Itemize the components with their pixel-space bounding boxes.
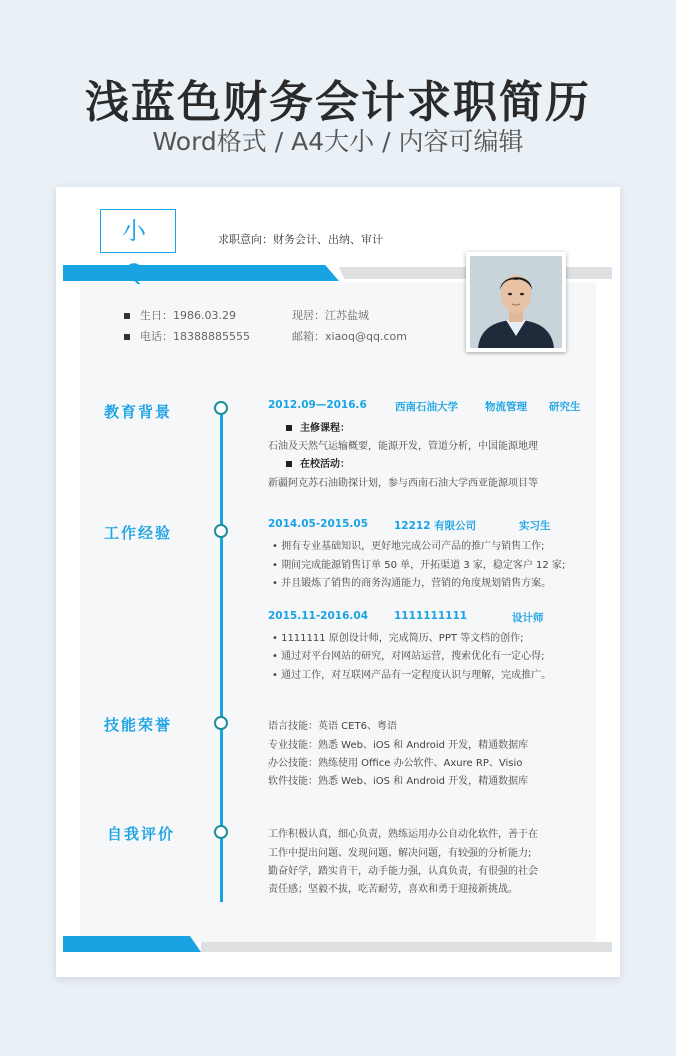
footer-accent-bar: [63, 936, 201, 952]
job-bullet: • 通过工作，对互联网产品有一定程度认识与理解，完成推广。: [272, 670, 552, 681]
resume-page: [56, 187, 620, 977]
job-role: 设计师: [512, 612, 544, 624]
courses-label-text: 主修课程：: [300, 423, 350, 434]
section-title-work: 工作经验: [104, 524, 173, 542]
email-text: 邮箱：xiaoq@qq.com: [292, 330, 407, 343]
section-title-skills: 技能荣誉: [104, 716, 173, 734]
skill-line: 语言技能：英语 CET6、粤语: [268, 721, 397, 732]
phone-text: 电话：18388885555: [140, 330, 250, 343]
timeline-dot-icon: [214, 401, 228, 415]
education-major: 物流管理: [485, 401, 527, 413]
banner-subtitle: Word格式 / A4大小 / 内容可编辑: [152, 127, 524, 156]
job-bullet: • 拥有专业基础知识，更好地完成公司产品的推广与销售工作;: [272, 541, 545, 552]
job-bullet: • 并且锻炼了销售的商务沟通能力，营销的角度规划销售方案。: [272, 578, 552, 589]
skill-line: 办公技能：熟练使用 Office 办公软件、Axure RP、Visio: [268, 758, 523, 769]
job-bullet: • 1111111 原创设计师，完成简历、PPT 等文档的创作;: [272, 633, 524, 644]
info-birth: [124, 307, 236, 323]
job-bullet: • 通过对平台网站的研究，对网站运营，搜索优化有一定心得;: [272, 651, 545, 662]
activities-label: [286, 455, 350, 470]
resume-name: 小: [100, 209, 176, 253]
skill-line: 软件技能：熟悉 Web、iOS 和 Android 开发，精通数据库: [268, 776, 529, 787]
timeline-dot-icon: [214, 825, 228, 839]
bullet-square-icon: [124, 313, 130, 319]
job-company: 1111111111: [394, 610, 468, 622]
self-line: 工作积极认真，细心负责，熟练运用办公自动化软件，善于在: [268, 829, 538, 840]
info-residence: [292, 307, 369, 323]
section-title-education: 教育背景: [104, 403, 173, 421]
timeline-dot-icon: [214, 716, 228, 730]
residence-text: 现居：江苏盐城: [292, 309, 369, 322]
header-accent-bar: [63, 265, 339, 281]
footer-gray-bar: [201, 942, 612, 952]
courses-label: [286, 419, 350, 434]
education-school: 西南石油大学: [395, 401, 458, 413]
self-line: 责任感；坚毅不拔，吃苦耐劳，喜欢和勇于迎接新挑战。: [268, 884, 518, 895]
education-period: 2012.09—2016.6: [268, 399, 367, 411]
bullet-square-icon: [124, 334, 130, 340]
job-role: 实习生: [519, 520, 551, 532]
section-title-self: 自我评价: [107, 825, 176, 843]
job-period: 2014.05-2015.05: [268, 518, 369, 530]
education-degree: 研究生: [549, 401, 581, 413]
timeline-dot-icon: [214, 524, 228, 538]
job-bullet: • 期间完成能源销售订单 50 单，开拓渠道 3 家，稳定客户 12 家;: [272, 560, 566, 571]
skill-line: 专业技能：熟悉 Web、iOS 和 Android 开发，精通数据库: [268, 740, 529, 751]
activities-label-text: 在校活动：: [300, 459, 350, 470]
birth-text: 生日：1986.03.29: [140, 309, 236, 322]
self-line: 工作中提出问题、发现问题、解决问题，有较强的分析能力;: [268, 848, 532, 859]
bullet-square-icon: [286, 461, 292, 467]
banner-title: 浅蓝色财务会计求职简历: [85, 77, 591, 128]
courses-text: 石油及天然气运输概要，能源开发，管道分析，中国能源地理: [268, 441, 538, 452]
self-line: 勤奋好学，踏实肯干，动手能力强，认真负责，有很强的社会: [268, 866, 538, 877]
job-intention: 求职意向：财务会计、出纳、审计: [218, 233, 383, 246]
profile-photo: [466, 252, 566, 352]
job-period: 2015.11-2016.04: [268, 610, 369, 622]
bullet-square-icon: [286, 425, 292, 431]
person-portrait-icon: [470, 256, 562, 348]
info-phone: [124, 328, 250, 344]
info-email: [292, 328, 407, 344]
job-company: 12212 有限公司: [394, 520, 477, 532]
activities-text: 新疆阿克苏石油勘探计划，参与西南石油大学西亚能源项目等: [268, 478, 538, 489]
